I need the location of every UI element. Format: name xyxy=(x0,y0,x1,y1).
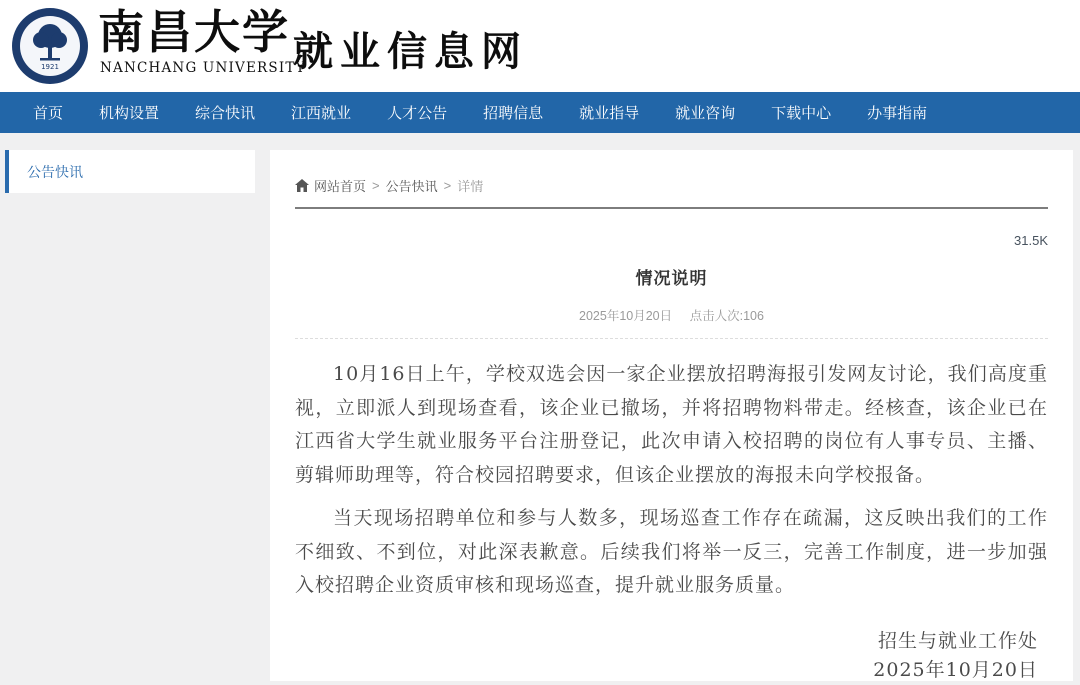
nav-item-organization[interactable]: 机构设置 xyxy=(99,105,160,122)
nav-item-service-guide[interactable]: 办事指南 xyxy=(867,105,928,122)
article-paragraph: 当天现场招聘单位和参与人数多，现场巡查工作存在疏漏，这反映出我们的工作不细致、不到位，对此深表歉意。后续我们将举一反三，完善工作制度，进一步加强入校招聘企业资质审核和现场巡查，提升就业服务质量。 xyxy=(295,507,1048,596)
nav-item-news[interactable]: 综合快讯 xyxy=(195,105,256,122)
home-icon xyxy=(295,179,309,192)
main-nav xyxy=(0,92,1080,133)
breadcrumb-home[interactable]: 网站首页 xyxy=(314,179,367,194)
nav-item-jiangxi-employment[interactable]: 江西就业 xyxy=(291,105,352,122)
breadcrumb-divider xyxy=(295,207,1048,209)
breadcrumb-separator: > xyxy=(372,178,380,193)
sidebar xyxy=(5,150,255,193)
nav-item-download-center[interactable]: 下载中心 xyxy=(771,105,832,122)
university-name-en: NANCHANG UNIVERSITY xyxy=(100,60,306,76)
article-body xyxy=(295,358,1048,603)
breadcrumb-separator: > xyxy=(443,178,452,193)
meta-divider xyxy=(295,338,1048,339)
breadcrumb xyxy=(295,176,1048,195)
svg-text:1921: 1921 xyxy=(41,63,59,71)
sidebar-item-announcements[interactable]: 公告快讯 xyxy=(27,163,83,180)
nav-item-career-guidance[interactable]: 就业指导 xyxy=(579,105,640,122)
article-panel xyxy=(270,150,1073,681)
nav-item-career-consult[interactable]: 就业咨询 xyxy=(675,105,736,122)
article-signature xyxy=(295,627,1048,685)
views-count: 31.5K xyxy=(1014,233,1048,248)
site-title: 就业信息网 xyxy=(293,30,528,74)
article-meta xyxy=(295,306,1048,324)
nav-item-home[interactable]: 首页 xyxy=(33,105,64,122)
breadcrumb-announcements[interactable]: 公告快讯 xyxy=(385,179,438,194)
article-hit-count: 点击人次:106 xyxy=(689,309,764,323)
university-seal-logo xyxy=(10,6,90,86)
breadcrumb-current: 详情 xyxy=(457,179,484,194)
signature-date: 2025年10月20日 xyxy=(873,658,1038,681)
site-header xyxy=(0,0,1080,92)
university-seal-icon xyxy=(10,6,90,86)
article-paragraph: 10月16日上午，学校双选会因一家企业摆放招聘海报引发网友讨论，我们高度重视，立即派人到现场查看，该企业已撤场，并将招聘物料带走。经核查，该企业已在江西省大学生就业服务平台注册登记，此次申请入校招聘的岗位有人事专员、主播、剪辑师助理等，符合校园招聘要求，但该企业摆放的海报未向学校报备。 xyxy=(295,363,1048,486)
university-name-cn: 南昌大学 xyxy=(98,5,290,59)
nav-item-recruitment-info[interactable]: 招聘信息 xyxy=(483,105,544,122)
signature-department: 招生与就业工作处 xyxy=(877,629,1038,652)
article-title: 情况说明 xyxy=(635,269,708,288)
article-date: 2025年10月20日 xyxy=(579,309,673,323)
nav-item-talent-notice[interactable]: 人才公告 xyxy=(387,105,448,122)
